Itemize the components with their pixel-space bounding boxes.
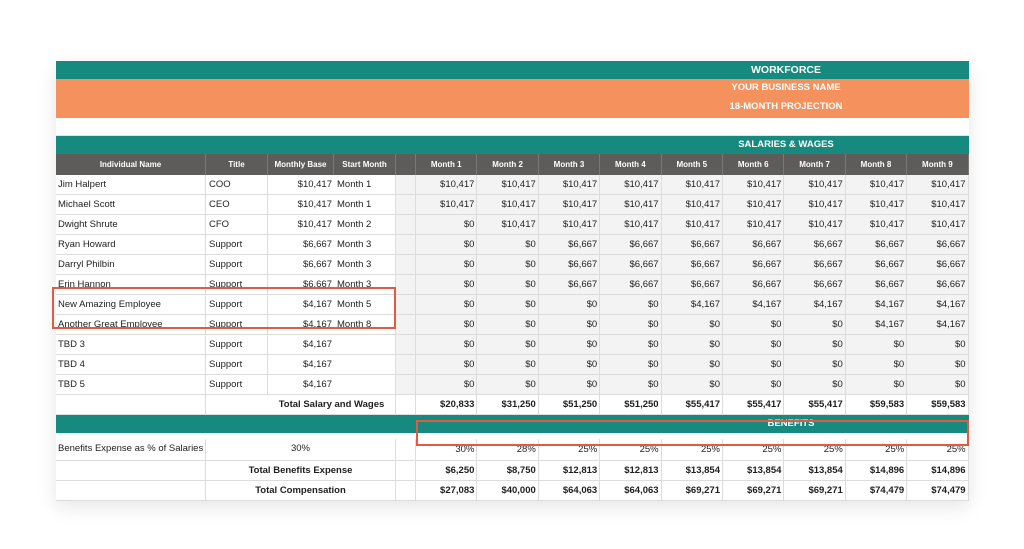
gap-cell [396,315,416,334]
month-value-cell[interactable]: $10,417 [477,215,538,234]
employee-rows [56,175,969,395]
month-value-cell[interactable]: $10,417 [539,175,600,194]
month-value-cell[interactable]: $4,167 [907,295,968,314]
benefits-section-title: BENEFITS [767,418,815,429]
empty-cell [56,481,206,500]
month-value-cell[interactable]: $10,417 [784,175,845,194]
month-value-cell[interactable]: $4,167 [907,315,968,334]
header-gap [396,154,416,175]
employee-base-cell[interactable]: $10,417 [297,179,332,190]
employee-start-cell[interactable]: Month 5 [334,295,396,314]
blank-row [56,118,969,136]
employee-base-cell[interactable]: $6,667 [302,239,332,250]
employee-base-cell[interactable]: $4,167 [302,379,332,390]
month-value-cell[interactable]: $0 [477,235,538,254]
benefits_pct-month-6[interactable]: 25% [723,439,784,460]
total_salary-label: Total Salary and Wages [268,395,396,414]
month-value-cell[interactable]: $0 [662,335,723,354]
month-value-cell[interactable]: $10,417 [662,215,723,234]
benefits_pct-month-7[interactable]: 25% [784,439,845,460]
employee-start-cell[interactable] [334,375,396,394]
month-value-cell[interactable]: $0 [416,235,477,254]
employee-title-cell[interactable]: Support [206,335,268,354]
business-name: YOUR BUSINESS NAME [731,82,841,93]
month-value-cell[interactable]: $10,417 [846,215,907,234]
month-value-cell[interactable]: $4,167 [846,295,907,314]
total_comp-month-4[interactable]: $64,063 [600,481,661,500]
month-value-cell[interactable]: $0 [477,295,538,314]
gap-cell [396,275,416,294]
employee-base-cell[interactable]: $4,167 [302,299,332,310]
employee-name-cell[interactable]: TBD 4 [56,355,206,374]
gap-cell [396,295,416,314]
total_comp-month-8[interactable]: $74,479 [846,481,907,500]
month-value-cell[interactable]: $0 [784,335,845,354]
month-value-cell[interactable]: $6,667 [539,275,600,294]
month-value-cell[interactable]: $0 [477,335,538,354]
table-row [56,275,969,295]
month-value-cell[interactable]: $10,417 [539,195,600,214]
employee-name-cell[interactable]: Dwight Shrute [56,215,206,234]
month-value-cell[interactable]: $10,417 [600,215,661,234]
benefits_pct-month-2[interactable]: 28% [477,439,538,460]
month-value-cell[interactable]: $6,667 [907,235,968,254]
employee-title-cell[interactable]: Support [206,295,268,314]
header-month-4: Month 4 [600,154,661,175]
benefits_pct-label[interactable]: Benefits Expense as % of Salaries [56,439,206,460]
month-value-cell[interactable]: $10,417 [784,215,845,234]
employee-title-cell[interactable]: Support [206,275,268,294]
header-month-6: Month 6 [723,154,784,175]
month-value-cell[interactable]: $0 [846,375,907,394]
month-value-cell[interactable]: $0 [662,315,723,334]
sheet-title: WORKFORCE [751,64,821,76]
month-value-cell[interactable]: $6,667 [846,275,907,294]
total_comp-month-3[interactable]: $64,063 [539,481,600,500]
month-value-cell[interactable]: $0 [600,295,661,314]
month-value-cell[interactable]: $10,417 [662,175,723,194]
month-value-cell[interactable]: $0 [477,275,538,294]
month-value-cell[interactable]: $10,417 [907,215,968,234]
table-row [56,355,969,375]
month-value-cell[interactable]: $6,667 [907,275,968,294]
gap-cell [396,355,416,374]
gap-cell [396,481,416,500]
benefits_pct-month-5[interactable]: 25% [662,439,723,460]
employee-name-cell[interactable]: Erin Hannon [56,275,206,294]
month-value-cell[interactable]: $0 [539,355,600,374]
table-row [56,375,969,395]
table-row [56,175,969,195]
total_comp-month-6[interactable]: $69,271 [723,481,784,500]
employee-base-cell[interactable]: $10,417 [297,219,332,230]
employee-base-cell[interactable]: $4,167 [302,339,332,350]
employee-title-cell[interactable]: Support [206,235,268,254]
employee-name-cell[interactable]: Darryl Philbin [56,255,206,274]
month-value-cell[interactable]: $0 [600,355,661,374]
month-value-cell[interactable]: $0 [600,375,661,394]
employee-name-cell[interactable]: Another Great Employee [56,315,206,334]
employee-name-cell[interactable]: New Amazing Employee [56,295,206,314]
total-comp-row [56,481,969,501]
month-value-cell[interactable]: $0 [723,355,784,374]
month-value-cell[interactable]: $6,667 [600,255,661,274]
month-value-cell[interactable]: $0 [416,335,477,354]
total_benefits-month-1[interactable]: $6,250 [416,461,477,480]
month-value-cell[interactable]: $10,417 [723,215,784,234]
month-value-cell[interactable]: $0 [416,375,477,394]
benefits_pct-month-9[interactable]: 25% [907,439,968,460]
total_salary-month-9[interactable]: $59,583 [907,395,968,414]
month-value-cell[interactable]: $0 [539,295,600,314]
month-value-cell[interactable]: $6,667 [723,255,784,274]
total_benefits-month-7[interactable]: $13,854 [784,461,845,480]
total_comp-month-2[interactable]: $40,000 [477,481,538,500]
employee-base-cell[interactable]: $6,667 [302,259,332,270]
month-value-cell[interactable]: $6,667 [907,255,968,274]
table-row [56,255,969,275]
header-month-9: Month 9 [907,154,968,175]
header-start-month: Start Month [334,154,396,175]
header-month-5: Month 5 [662,154,723,175]
gap-cell [396,335,416,354]
employee-start-cell[interactable]: Month 1 [334,195,396,214]
month-value-cell[interactable]: $6,667 [723,235,784,254]
gap-cell [396,175,416,194]
employee-title-cell[interactable]: CFO [206,215,268,234]
month-value-cell[interactable]: $6,667 [784,275,845,294]
month-value-cell[interactable]: $0 [477,315,538,334]
month-value-cell[interactable]: $4,167 [784,295,845,314]
employee-name-cell[interactable]: Jim Halpert [56,175,206,194]
month-value-cell[interactable]: $0 [600,315,661,334]
header-month-2: Month 2 [477,154,538,175]
month-value-cell[interactable]: $10,417 [477,195,538,214]
month-value-cell[interactable]: $0 [600,335,661,354]
total_benefits-month-3[interactable]: $12,813 [539,461,600,480]
month-value-cell[interactable]: $10,417 [416,195,477,214]
employee-start-cell[interactable]: Month 1 [334,175,396,194]
month-value-cell[interactable]: $6,667 [846,235,907,254]
employee-start-cell[interactable] [334,335,396,354]
month-value-cell[interactable]: $0 [723,375,784,394]
benefits_pct-month-8[interactable]: 25% [846,439,907,460]
business-band [56,79,969,118]
month-value-cell[interactable]: $10,417 [907,195,968,214]
month-value-cell[interactable]: $0 [784,315,845,334]
projection-label: 18-MONTH PROJECTION [729,101,843,112]
employee-base-cell[interactable]: $10,417 [297,199,332,210]
gap-cell [396,375,416,394]
total_comp-month-7[interactable]: $69,271 [784,481,845,500]
employee-base-cell[interactable]: $4,167 [302,359,332,370]
empty-cell [56,395,206,414]
employee-name-cell[interactable]: TBD 5 [56,375,206,394]
month-value-cell[interactable]: $0 [723,315,784,334]
employee-start-cell[interactable]: Month 3 [334,275,396,294]
month-value-cell[interactable]: $0 [784,355,845,374]
month-value-cell[interactable]: $6,667 [662,255,723,274]
total-salary-row [56,395,969,415]
benefits_pct-base[interactable]: 30% [206,439,396,460]
month-value-cell[interactable]: $6,667 [662,275,723,294]
month-value-cell[interactable]: $0 [416,255,477,274]
gap-cell [396,255,416,274]
total_benefits-month-6[interactable]: $13,854 [723,461,784,480]
gap-cell [396,461,416,480]
month-value-cell[interactable]: $0 [907,355,968,374]
header-month-8: Month 8 [846,154,907,175]
month-value-cell[interactable]: $10,417 [600,175,661,194]
gap-cell [396,439,416,460]
benefits_pct-month-4[interactable]: 25% [600,439,661,460]
month-value-cell[interactable]: $0 [662,355,723,374]
month-value-cell[interactable]: $6,667 [723,275,784,294]
benefits-band [56,415,969,433]
month-value-cell[interactable]: $10,417 [416,175,477,194]
month-value-cell[interactable]: $10,417 [723,175,784,194]
header-individual-name: Individual Name [56,154,206,175]
total_salary-month-2[interactable]: $31,250 [477,395,538,414]
employee-title-cell[interactable]: Support [206,315,268,334]
month-value-cell[interactable]: $0 [416,295,477,314]
month-value-cell[interactable]: $10,417 [846,195,907,214]
employee-start-cell[interactable]: Month 8 [334,315,396,334]
month-value-cell[interactable]: $6,667 [662,235,723,254]
month-value-cell[interactable]: $10,417 [600,195,661,214]
month-value-cell[interactable]: $6,667 [539,255,600,274]
month-value-cell[interactable]: $4,167 [723,295,784,314]
header-monthly-base: Monthly Base [268,154,334,175]
table-row [56,215,969,235]
employee-title-cell[interactable]: Support [206,255,268,274]
gap-cell [396,215,416,234]
total_benefits-month-4[interactable]: $12,813 [600,461,661,480]
total_salary-month-3[interactable]: $51,250 [539,395,600,414]
employee-start-cell[interactable] [334,355,396,374]
gap-cell [396,235,416,254]
gap-cell [396,395,416,414]
total_comp-month-1[interactable]: $27,083 [416,481,477,500]
month-value-cell[interactable]: $10,417 [662,195,723,214]
total_comp-label: Total Compensation [206,481,396,500]
employee-title-cell[interactable]: Support [206,355,268,374]
total_comp-month-5[interactable]: $69,271 [662,481,723,500]
empty-cell [56,461,206,480]
month-value-cell[interactable]: $4,167 [662,295,723,314]
month-value-cell[interactable]: $10,417 [846,175,907,194]
month-value-cell[interactable]: $0 [416,215,477,234]
employee-name-cell[interactable]: Michael Scott [56,195,206,214]
total_salary-month-6[interactable]: $55,417 [723,395,784,414]
month-value-cell[interactable]: $4,167 [846,315,907,334]
month-value-cell[interactable]: $0 [784,375,845,394]
salaries-section-title: SALARIES & WAGES [738,139,834,150]
month-value-cell[interactable]: $0 [416,275,477,294]
month-value-cell[interactable]: $6,667 [600,235,661,254]
month-value-cell[interactable]: $6,667 [784,255,845,274]
total_salary-month-1[interactable]: $20,833 [416,395,477,414]
employee-base-cell[interactable]: $4,167 [302,319,332,330]
month-value-cell[interactable]: $0 [416,315,477,334]
employee-start-cell[interactable]: Month 2 [334,215,396,234]
header-month-3: Month 3 [539,154,600,175]
header-month-1: Month 1 [416,154,477,175]
total_benefits-month-9[interactable]: $14,896 [907,461,968,480]
employee-start-cell[interactable]: Month 3 [334,255,396,274]
gap-cell [396,195,416,214]
total_salary-month-7[interactable]: $55,417 [784,395,845,414]
total-benefits-row [56,461,969,481]
table-row [56,315,969,335]
spreadsheet [56,61,969,501]
month-value-cell[interactable]: $10,417 [477,175,538,194]
month-value-cell[interactable]: $6,667 [600,275,661,294]
total_salary-month-8[interactable]: $59,583 [846,395,907,414]
month-value-cell[interactable]: $0 [846,355,907,374]
table-row [56,335,969,355]
benefits_pct-month-3[interactable]: 25% [539,439,600,460]
month-value-cell[interactable]: $0 [477,375,538,394]
month-value-cell[interactable]: $0 [539,335,600,354]
month-value-cell[interactable]: $10,417 [723,195,784,214]
header-month-7: Month 7 [784,154,845,175]
month-value-cell[interactable]: $0 [477,255,538,274]
month-value-cell[interactable]: $0 [907,375,968,394]
total_benefits-month-2[interactable]: $8,750 [477,461,538,480]
month-value-cell[interactable]: $0 [416,355,477,374]
total_benefits-month-8[interactable]: $14,896 [846,461,907,480]
employee-base-cell[interactable]: $6,667 [302,279,332,290]
benefits_pct-month-1[interactable]: 30% [416,439,477,460]
total_benefits-label: Total Benefits Expense [206,461,396,480]
month-value-cell[interactable]: $0 [907,335,968,354]
month-value-cell[interactable]: $10,417 [907,175,968,194]
month-value-cell[interactable]: $0 [477,355,538,374]
month-value-cell[interactable]: $10,417 [539,215,600,234]
table-row [56,235,969,255]
month-value-cell[interactable]: $10,417 [784,195,845,214]
salaries-band [56,136,969,154]
employee-start-cell[interactable]: Month 3 [334,235,396,254]
month-value-cell[interactable]: $6,667 [784,235,845,254]
total_salary-month-4[interactable]: $51,250 [600,395,661,414]
table-row [56,195,969,215]
month-value-cell[interactable]: $6,667 [539,235,600,254]
header-title: Title [206,154,268,175]
total_comp-month-9[interactable]: $74,479 [907,481,968,500]
employee-title-cell[interactable]: COO [206,175,268,194]
employee-title-cell[interactable]: CEO [206,195,268,214]
employee-name-cell[interactable]: Ryan Howard [56,235,206,254]
column-header-row [56,154,969,175]
month-value-cell[interactable]: $0 [846,335,907,354]
month-value-cell[interactable]: $0 [539,315,600,334]
total_salary-month-5[interactable]: $55,417 [662,395,723,414]
month-value-cell[interactable]: $0 [723,335,784,354]
title-band [56,61,969,79]
month-value-cell[interactable]: $0 [539,375,600,394]
employee-name-cell[interactable]: TBD 3 [56,335,206,354]
total_benefits-month-5[interactable]: $13,854 [662,461,723,480]
benefits-pct-row [56,439,969,461]
month-value-cell[interactable]: $0 [662,375,723,394]
month-value-cell[interactable]: $6,667 [846,255,907,274]
employee-title-cell[interactable]: Support [206,375,268,394]
table-row [56,295,969,315]
